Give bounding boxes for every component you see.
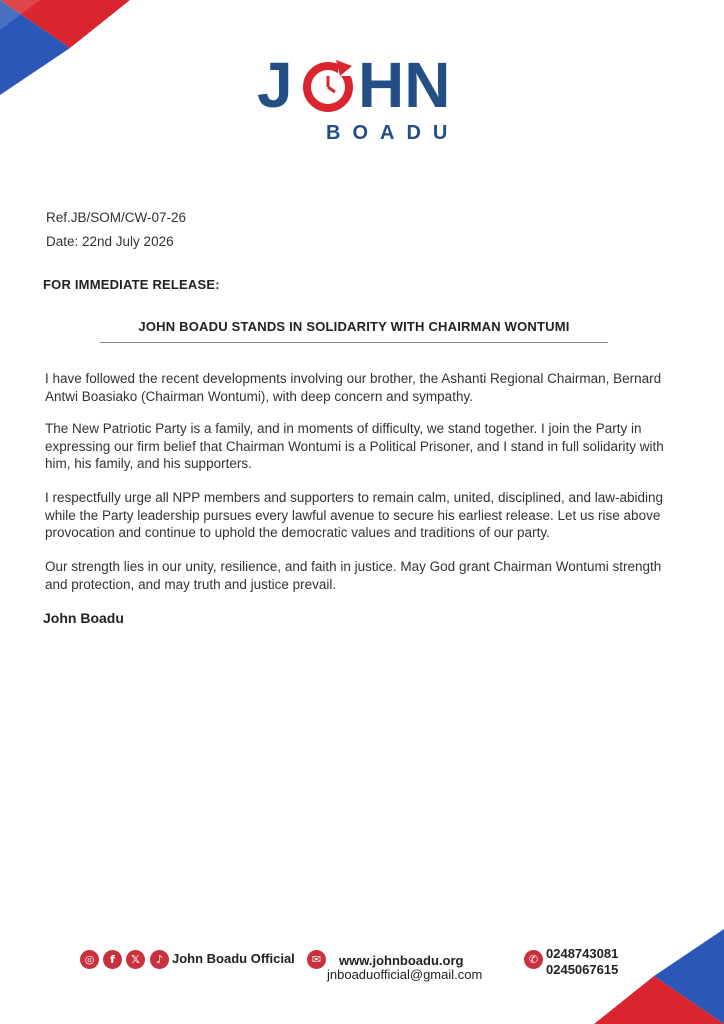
- logo-letters-hn: HN: [358, 49, 451, 121]
- paragraph: The New Patriotic Party is a family, and in moments of difficulty, we stand together. I join the Party in expressing our firm belief that Chairman Wontumi is a Political Prisoner, and I stand in full solidarity with him, his family, and his supporters.: [45, 421, 664, 471]
- facebook-icon[interactable]: f: [103, 950, 122, 969]
- website-link[interactable]: www.johnboadu.org: [339, 953, 464, 968]
- x-icon[interactable]: 𝕏: [126, 950, 145, 969]
- document-date: Date: 22nd July 2026: [46, 234, 174, 249]
- mail-icon: ✉: [307, 950, 326, 969]
- reference-number: Ref.JB/SOM/CW-07-26: [46, 210, 187, 225]
- john-boadu-logo: [0, 49, 724, 148]
- title-underline: [100, 342, 608, 343]
- email-link[interactable]: jnboaduofficial@gmail.com: [327, 967, 483, 982]
- phone-number[interactable]: 0245067615: [546, 962, 619, 977]
- press-release-title: JOHN BOADU STANDS IN SOLIDARITY WITH CHAIRMAN WONTUMI: [138, 319, 570, 334]
- paragraph: Our strength lies in our unity, resilience, and faith in justice. May God grant Chairman Wontumi strength and protection, and may truth and justice prevail.: [45, 559, 662, 592]
- paragraph: I have followed the recent developments involving our brother, the Ashanti Regional Chairman, Bernard Antwi Boasiako (Chairman Wontumi), with deep concern and sympathy.: [45, 371, 662, 404]
- signature-name: John Boadu: [43, 610, 124, 626]
- clock-arrow-icon: [300, 58, 356, 114]
- phone-icon: ✆: [524, 950, 543, 969]
- instagram-icon[interactable]: ◎: [80, 950, 99, 969]
- title-container: [100, 319, 608, 334]
- release-label: FOR IMMEDIATE RELEASE:: [43, 277, 220, 292]
- logo-letter-j: J: [257, 49, 293, 121]
- paragraph: I respectfully urge all NPP members and supporters to remain calm, united, disciplined, and law-abiding while the Party leadership pursues every lawful avenue to secure his earliest release. Let us rise above provocation and continue to uphold the democratic values and traditions of our party.: [45, 490, 664, 540]
- phone-number[interactable]: 0248743081: [546, 946, 619, 961]
- social-handle[interactable]: John Boadu Official: [172, 951, 295, 966]
- tiktok-icon[interactable]: ♪: [150, 950, 169, 969]
- logo-subtitle: BOADU: [326, 122, 460, 144]
